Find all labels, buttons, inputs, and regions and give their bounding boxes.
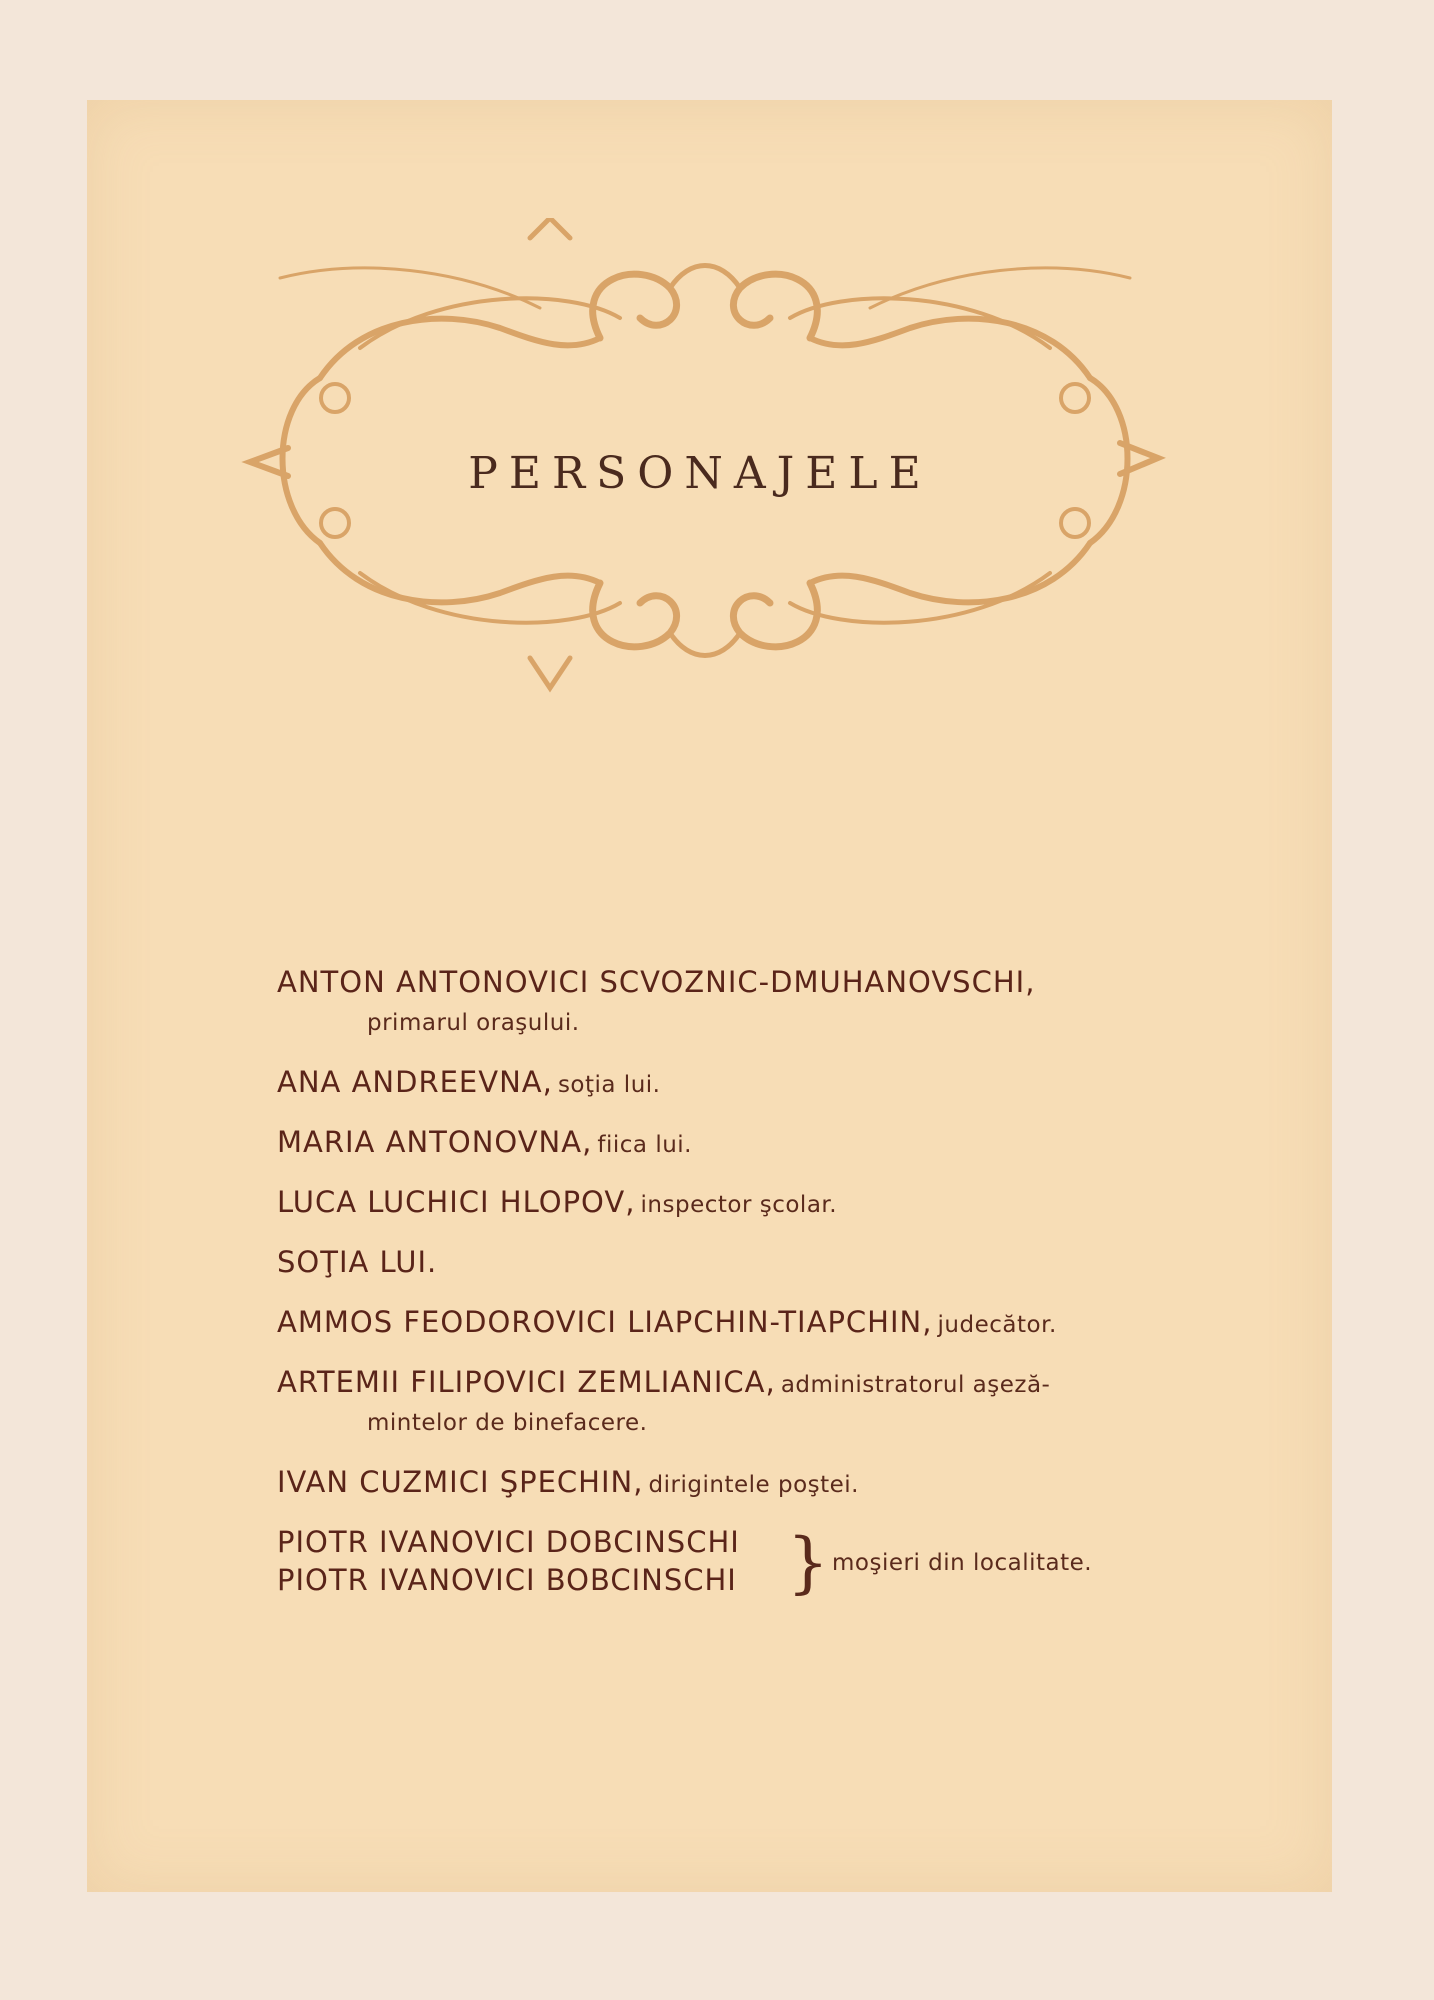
cast-entry [277, 1465, 859, 1499]
character-description: primarul oraşului. [367, 1010, 580, 1036]
pair-description: moşieri din localitate. [832, 1550, 1093, 1576]
page-title: PERSONAJELE [468, 448, 932, 499]
cast-entry [277, 1245, 437, 1279]
cast-entry-pair-second [277, 1563, 737, 1597]
character-description: dirigintele poştei. [648, 1472, 859, 1498]
character-name: PIOTR IVANOVICI DOBCINSCHI [277, 1525, 740, 1559]
character-description: judecător. [937, 1312, 1057, 1338]
cast-entry [277, 1125, 692, 1159]
cast-entry [277, 1365, 1050, 1399]
character-description: soţia lui. [557, 1072, 661, 1098]
character-name: MARIA ANTONOVNA, [277, 1125, 593, 1159]
character-name: SOŢIA LUI. [277, 1245, 438, 1279]
cast-entry [277, 1065, 660, 1099]
character-description: inspector şcolar. [640, 1192, 838, 1218]
right-brace-icon: } [787, 1524, 829, 1601]
cast-entry [277, 1185, 837, 1219]
character-description: administratorul aşeză- [780, 1372, 1051, 1398]
character-name: PIOTR IVANOVICI BOBCINSCHI [277, 1563, 737, 1597]
character-name: ARTEMII FILIPOVICI ZEMLIANICA, [277, 1365, 776, 1399]
character-name: ANTON ANTONOVICI SCVOZNIC-DMUHANOVSCHI, [277, 965, 1036, 999]
character-description-continued: mintelor de binefacere. [367, 1410, 648, 1436]
character-name: IVAN CUZMICI ŞPECHIN, [277, 1465, 644, 1499]
character-name: AMMOS FEODOROVICI LIAPCHIN-TIAPCHIN, [277, 1305, 933, 1339]
cast-entry [277, 965, 1035, 999]
cast-entry-pair-first [277, 1525, 740, 1559]
character-name: ANA ANDREEVNA, [277, 1065, 553, 1099]
character-description: fiica lui. [597, 1132, 692, 1158]
cast-entry [277, 1305, 1057, 1339]
character-name: LUCA LUCHICI HLOPOV, [277, 1185, 636, 1219]
